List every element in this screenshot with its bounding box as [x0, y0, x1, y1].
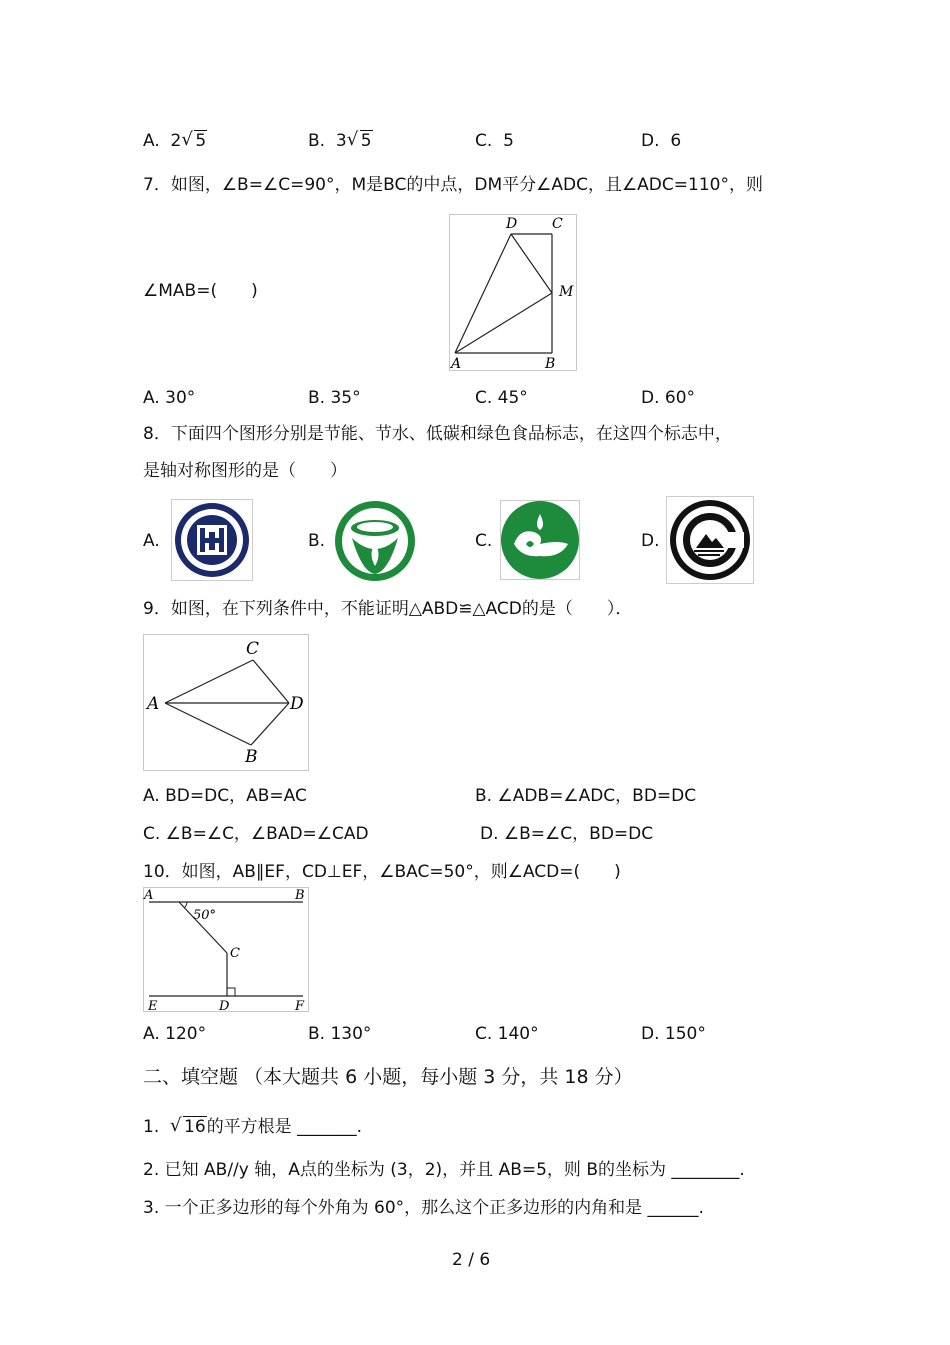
label-d: D: [290, 694, 304, 714]
water-saving-logo-icon: [334, 500, 416, 582]
fill-q2: 2. 已知 AB//y 轴，A点的坐标为 (3，2)，并且 AB=5，则 B的坐标为 ________.: [143, 1160, 745, 1180]
label-c: C: [552, 216, 563, 232]
q7-figure: [449, 214, 577, 371]
label-f: F: [295, 999, 305, 1012]
q9-option-c: C. ∠B=∠C，∠BAD=∠CAD: [143, 824, 369, 844]
q9-figure: [143, 634, 309, 771]
label-a: A: [147, 694, 160, 714]
q7-option-b: B. 35°: [308, 388, 361, 408]
q10-stem: 10．如图，AB∥EF，CD⊥EF，∠BAC=50°，则∠ACD=( ): [143, 862, 621, 882]
q8-option-c-label: C.: [475, 531, 493, 551]
energy-saving-logo-icon: [171, 499, 253, 581]
label-a: A: [144, 888, 154, 903]
label-d: D: [219, 999, 230, 1012]
q10-option-a: A. 120°: [143, 1024, 207, 1044]
q10-option-d: D. 150°: [641, 1024, 706, 1044]
sqrt-symbol: √ 5: [346, 129, 372, 151]
q9-option-d: D. ∠B=∠C，BD=DC: [480, 824, 654, 844]
q6-option-b: B. 3 √ 5: [308, 129, 372, 151]
label-d: D: [506, 216, 518, 232]
q8-option-b-label: B.: [308, 531, 326, 551]
q10-option-c: C. 140°: [475, 1024, 539, 1044]
q9-stem: 9．如图，在下列条件中，不能证明△ABD≌△ACD的是（ ）．: [143, 599, 633, 619]
sqrt-symbol: √ 5: [181, 129, 207, 151]
q6-option-c: C. 5: [475, 131, 514, 151]
q8-stem-line2: 是轴对称图形的是（ ）: [143, 461, 347, 481]
q7-stem: 7．如图，∠B=∠C=90°，M是BC的中点，DM平分∠ADC，且∠ADC=110°，则: [143, 175, 763, 195]
page-number: 2 / 6: [452, 1250, 491, 1270]
q10-option-b: B. 130°: [308, 1024, 372, 1044]
q7-stem-end: ∠MAB=( ): [143, 281, 258, 301]
label-b: B: [295, 888, 305, 903]
q7-option-a: A. 30°: [143, 388, 196, 408]
section-heading: 二、填空题 （本大题共 6 小题，每小题 3 分，共 18 分）: [143, 1066, 633, 1088]
q7-option-c: C. 45°: [475, 388, 528, 408]
angle-label: 50°: [193, 908, 217, 923]
label-c: C: [246, 639, 260, 659]
label-m: M: [559, 284, 574, 300]
green-food-logo-icon: [666, 496, 754, 584]
q9-option-b: B. ∠ADB=∠ADC，BD=DC: [475, 786, 697, 806]
q10-figure: [143, 887, 309, 1012]
sqrt-symbol: √ 16: [170, 1115, 206, 1137]
label-a: A: [451, 356, 462, 371]
q8-stem-line1: 8．下面四个图形分别是节能、节水、低碳和绿色食品标志，在这四个标志中，: [143, 424, 732, 444]
label-c: C: [230, 946, 240, 961]
q8-option-a-label: A.: [143, 531, 160, 551]
fill-q3: 3. 一个正多边形的每个外角为 60°，那么这个正多边形的内角和是 ______.: [143, 1198, 704, 1218]
low-carbon-logo-icon: [500, 500, 580, 580]
q9-option-a: A. BD=DC，AB=AC: [143, 786, 307, 806]
q7-option-d: D. 60°: [641, 388, 696, 408]
label-e: E: [148, 999, 158, 1012]
fill-q1: 1. √ 16的平方根是 _______.: [143, 1115, 362, 1137]
q6-option-d: D. 6: [641, 131, 682, 151]
q6-option-a: A. 2 √ 5: [143, 129, 207, 151]
label-b: B: [545, 356, 556, 371]
label-b: B: [245, 747, 258, 767]
q8-option-d-label: D.: [641, 531, 660, 551]
